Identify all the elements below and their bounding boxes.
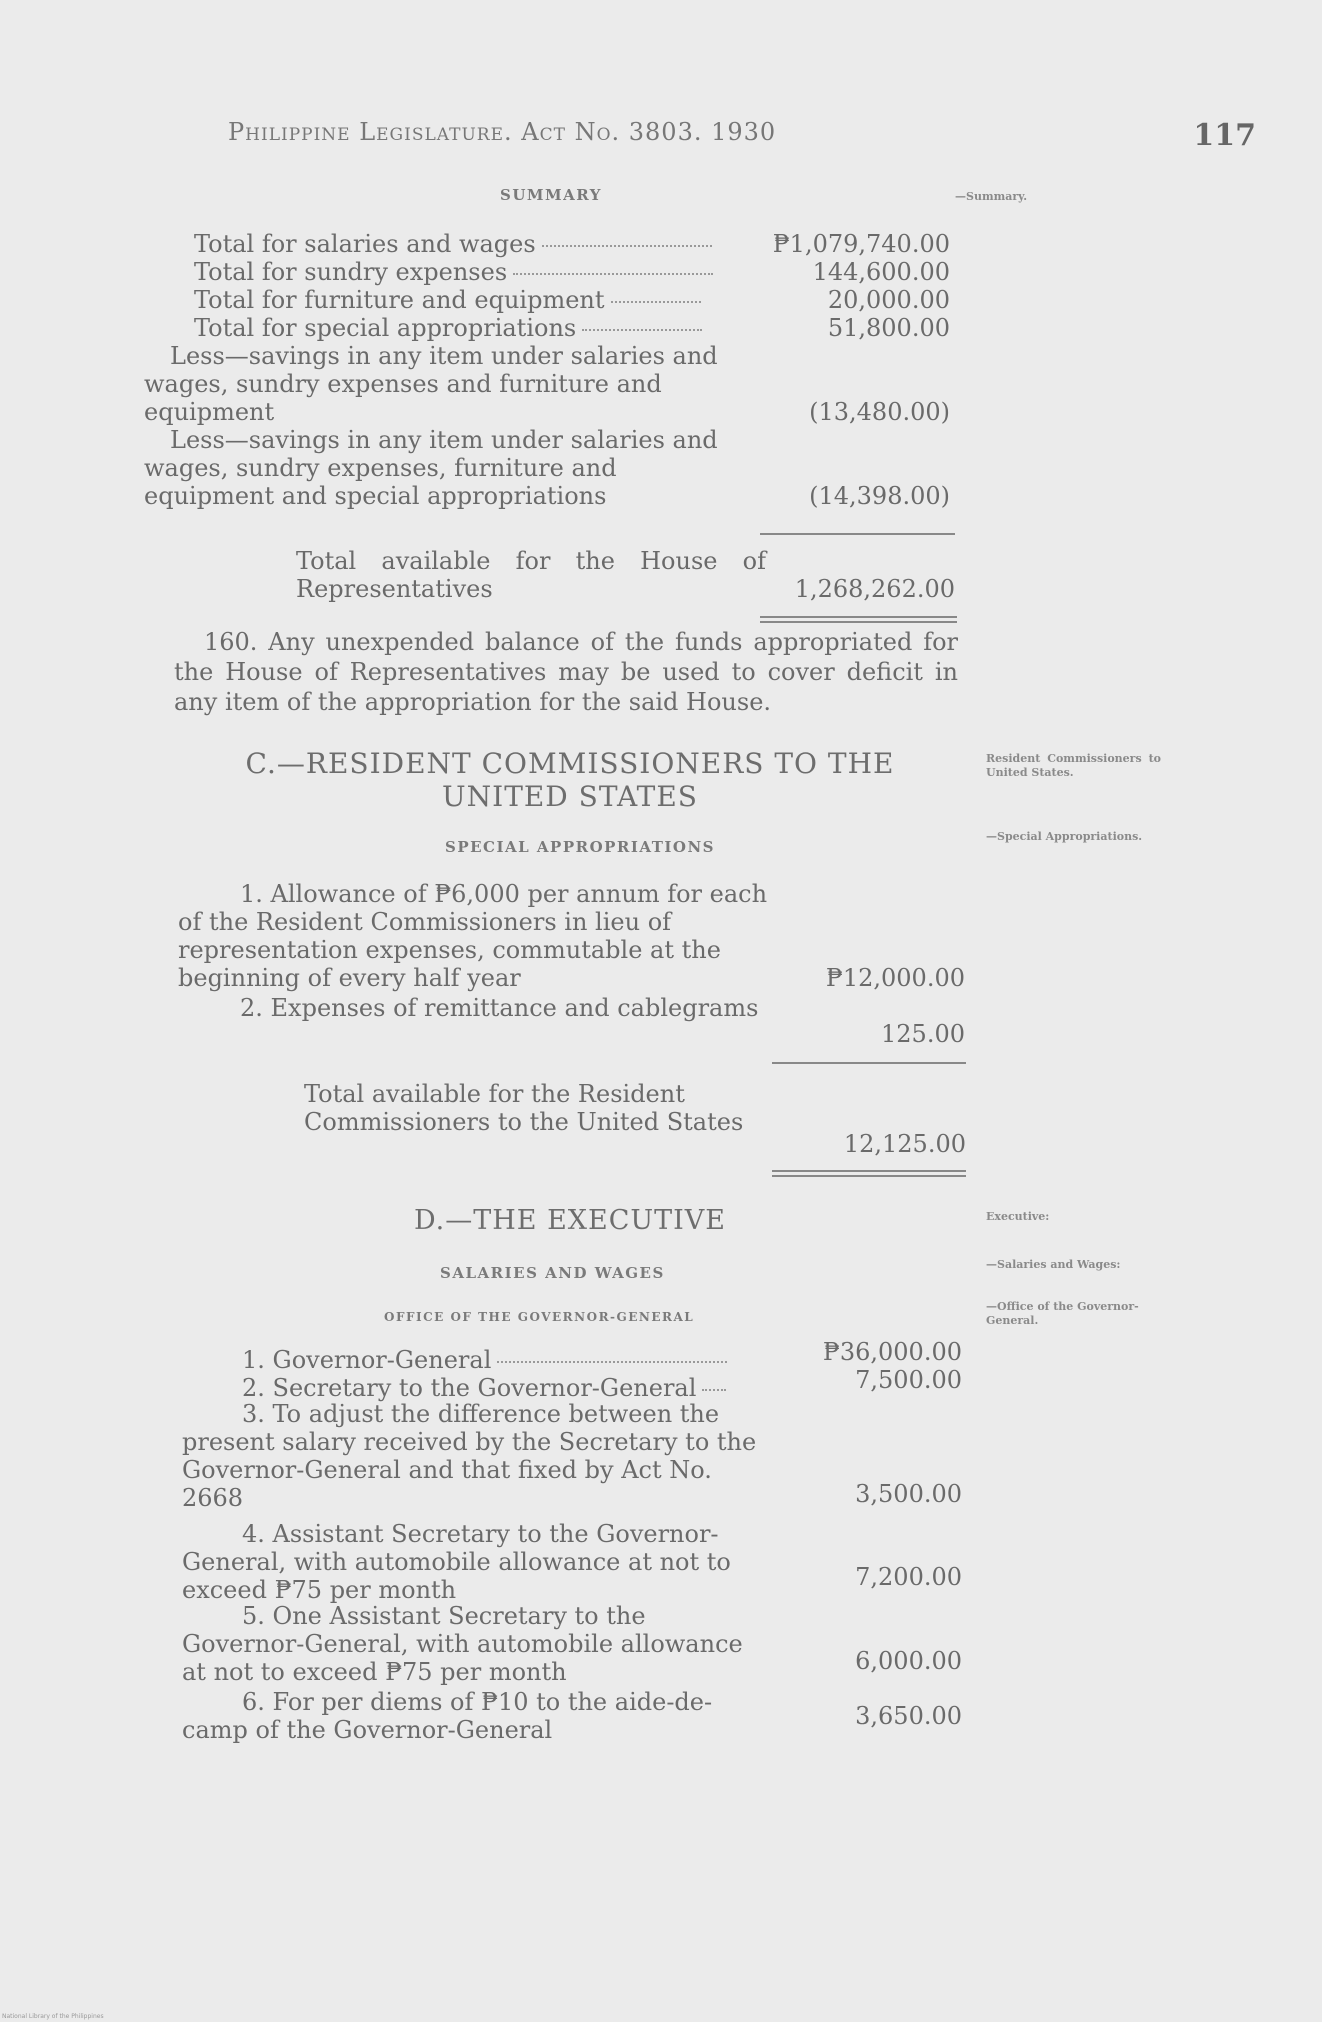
section-c-total-double-rule: [772, 1170, 966, 1177]
section-c-item-1-amount: ₱12,000.00: [825, 964, 965, 992]
summary-subtotal-rule: [760, 533, 955, 535]
summary-row-label: Less—savings in any item under salaries and wages, sundry expenses and furniture and equipment: [144, 342, 718, 426]
section-c-heading-line1: C.—RESIDENT COMMISSIONERS TO THE: [245, 747, 895, 780]
office-item-5-label: 5. One Assistant Secretary to the Governor-General, with automobile allowance at not to exceed ₱75 per month: [182, 1602, 743, 1686]
summary-row-label: Less—savings in any item under salaries and wages, sundry expenses, furniture and equipment and special appropriations: [144, 426, 718, 510]
office-row-label: 2. Secretary to the Governor-General: [242, 1374, 697, 1402]
section-d-heading: D.—THE EXECUTIVE: [413, 1205, 727, 1236]
office-heading: OFFICE OF THE GOVERNOR-GENERAL: [384, 1310, 695, 1324]
summary-row-label: Total for salaries and wages: [194, 230, 536, 258]
office-item-3-amount: 3,500.00: [855, 1480, 962, 1508]
summary-row-amount: 20,000.00: [827, 286, 950, 314]
summary-row-amount: (14,398.00): [809, 482, 950, 510]
summary-row-label: Total for furniture and equipment: [194, 286, 605, 314]
office-row-amount: 7,500.00: [855, 1366, 962, 1394]
office-row: [182, 1346, 774, 1374]
office-row-label: 1. Governor-General: [242, 1346, 492, 1374]
summary-row: [144, 342, 958, 426]
summary-block: [144, 230, 958, 510]
scan-footer-tag: National Library of the Philippines: [2, 2013, 104, 2020]
office-row-amount: ₱36,000.00: [822, 1338, 962, 1366]
summary-row-label: Total for sundry expenses: [194, 258, 508, 286]
office-item-6-amount: 3,650.00: [855, 1702, 962, 1730]
section-d-margin-note: Executive:: [986, 1210, 1050, 1223]
summary-row: [168, 258, 958, 286]
summary-total-double-rule: [760, 616, 957, 623]
office-item-4-amount: 7,200.00: [855, 1563, 962, 1591]
summary-heading: SUMMARY: [500, 186, 602, 204]
summary-total-amount: 1,268,262.00: [794, 575, 955, 603]
section-c-item-2-amount: 125.00: [881, 1020, 965, 1048]
summary-row-amount: 144,600.00: [812, 258, 950, 286]
section-c-heading-line2: UNITED STATES: [442, 780, 698, 813]
summary-row-amount: ₱1,079,740.00: [772, 230, 950, 258]
office-item-6-label: 6. For per diems of ₱10 to the aide-de-camp of the Governor-General: [182, 1688, 713, 1744]
page-number: 117: [1193, 118, 1256, 153]
section-c-margin-note: Resident Commissioners to United States.: [986, 752, 1161, 779]
summary-row-amount: 51,800.00: [827, 314, 950, 342]
summary-total-label: Total available for the House of Representatives: [296, 547, 766, 603]
summary-row: [168, 230, 958, 258]
summary-margin-note: —Summary.: [955, 190, 1028, 203]
office-item-5-amount: 6,000.00: [855, 1647, 962, 1675]
section-c-total-amount: 12,125.00: [843, 1130, 966, 1158]
running-header: Philippine Legislature. Act No. 3803. 1930: [228, 118, 777, 146]
section-c-item-1-label: 1. Allowance of ₱6,000 per annum for each of the Resident Commissioners in lieu of representation expenses, commutable at the beginning of every half year: [178, 880, 768, 992]
paragraph-160: 160. Any unexpended balance of the funds appropriated for the House of Representatives may be used to cover deficit in any item of the appropriation for the said House.: [174, 628, 958, 716]
summary-row-label: Total for special appropriations: [194, 314, 577, 342]
summary-row: [144, 426, 958, 510]
office-margin-note: —Office of the Governor-General.: [986, 1300, 1139, 1327]
section-d-subheading: SALARIES AND WAGES: [440, 1264, 665, 1282]
summary-row-amount: (13,480.00): [809, 398, 950, 426]
office-item-3-label: 3. To adjust the difference between the present salary received by the Secretary to the Governor-General and that fixed by Act No. 2668: [182, 1400, 757, 1512]
summary-row: [168, 314, 958, 342]
section-c-sub-margin-note: —Special Appropriations.: [986, 830, 1143, 843]
section-c-subheading: SPECIAL APPROPRIATIONS: [445, 838, 716, 856]
office-item-4-label: 4. Assistant Secretary to the Governor-General, with automobile allowance at not to exceed ₱75 per month: [182, 1520, 731, 1604]
section-c-total-label: Total available for the Resident Commissioners to the United States: [304, 1080, 744, 1136]
office-row: [182, 1374, 774, 1402]
section-d-sub-margin-note: —Salaries and Wages:: [986, 1258, 1121, 1271]
section-c-item-2-label: 2. Expenses of remittance and cablegrams: [240, 994, 759, 1022]
summary-row: [168, 286, 958, 314]
section-c-subtotal-rule: [772, 1062, 966, 1064]
